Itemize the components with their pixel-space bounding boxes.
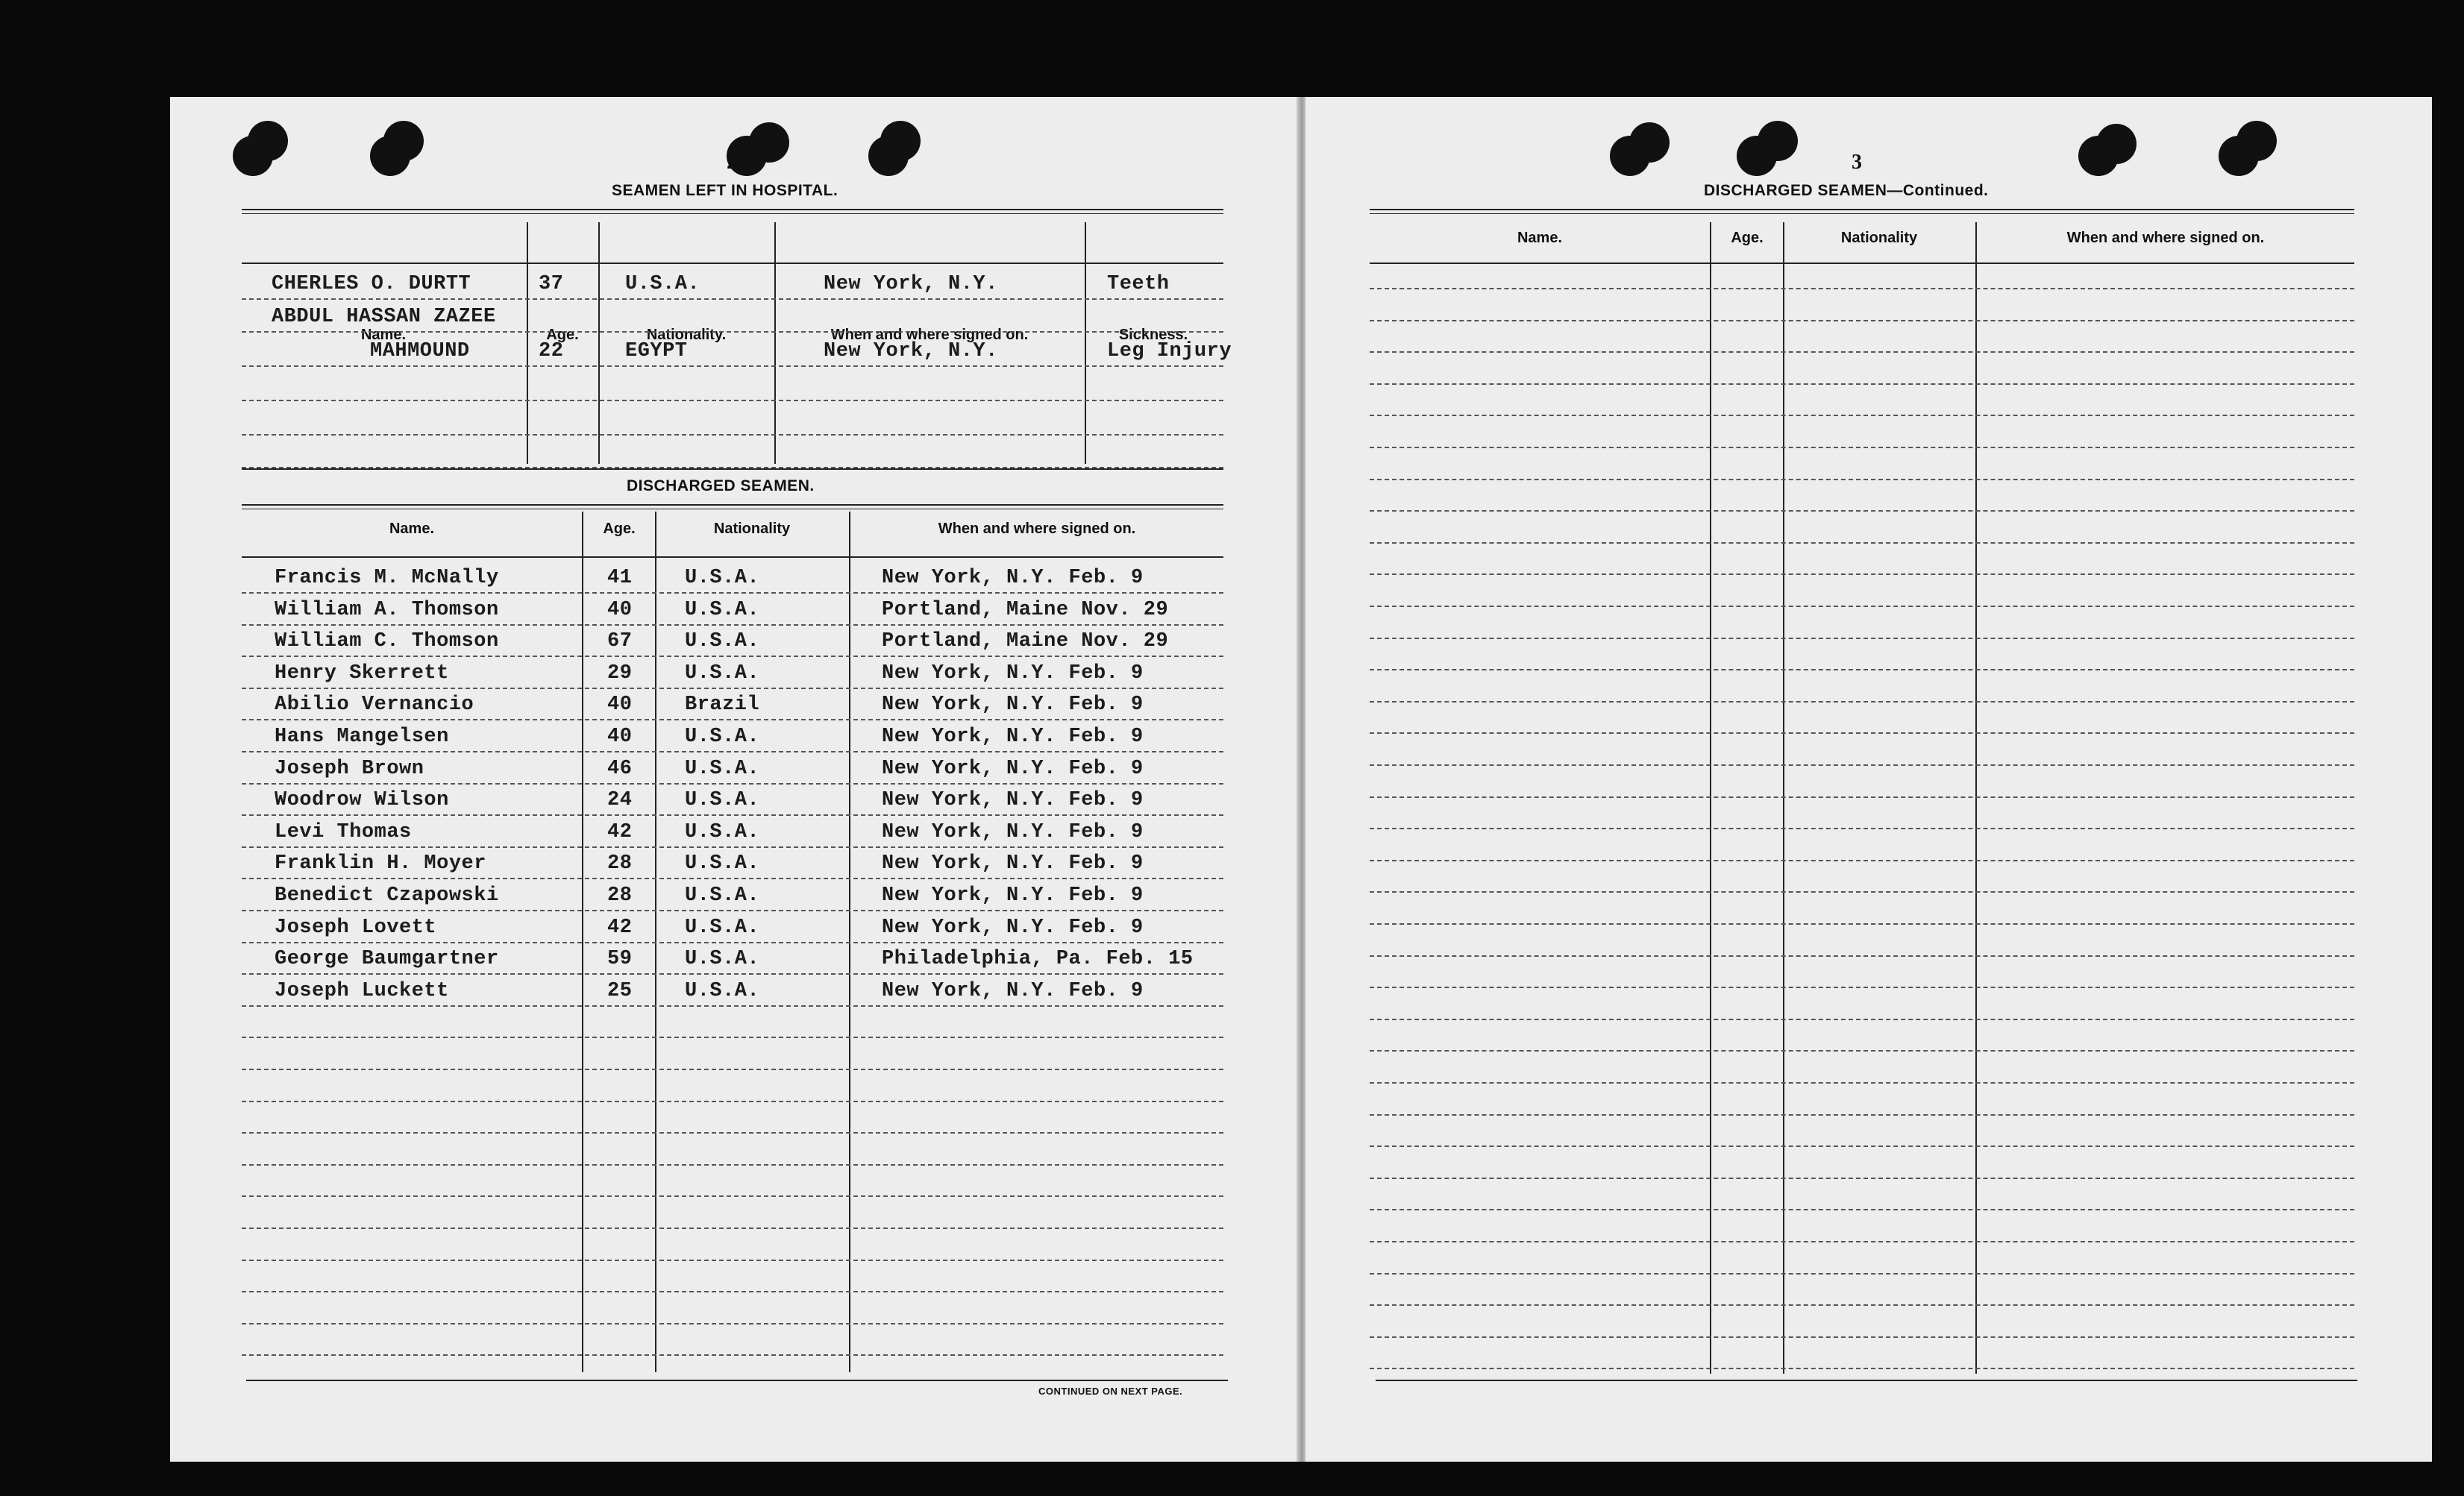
ruled-line — [1370, 828, 2354, 829]
header-nationality: Nationality — [1840, 230, 1918, 246]
seaman-nationality-cell: U.S.A. — [685, 821, 760, 843]
ruled-line — [1370, 1368, 2354, 1369]
header-sickness: Sickness. — [1118, 327, 1188, 343]
seaman-age-cell: 67 — [607, 630, 633, 653]
ruled-line — [1370, 573, 2354, 575]
header-name: Name. — [389, 521, 435, 537]
header-nationality: Nationality. — [646, 327, 727, 343]
ruled-line — [242, 1291, 1223, 1292]
ruled-line — [242, 656, 1223, 657]
column-divider — [1710, 222, 1711, 1374]
column-divider — [527, 222, 528, 464]
ruled-line — [1370, 479, 2354, 480]
seaman-name-cell: George Baumgartner — [275, 948, 499, 970]
column-divider — [598, 222, 600, 464]
seaman-name-cell: Levi Thomas — [275, 821, 412, 843]
ruled-line — [1370, 1019, 2354, 1020]
ruled-line — [242, 1260, 1223, 1261]
rule — [1376, 1380, 2357, 1381]
ruled-line — [1370, 860, 2354, 861]
ruled-line — [242, 878, 1223, 879]
seaman-nationality-cell: U.S.A. — [685, 980, 760, 1002]
hospital-name-cell: ABDUL HASSAN ZAZEE — [272, 306, 496, 328]
hospital-age-cell: 22 — [539, 340, 564, 362]
ruled-line — [1370, 923, 2354, 925]
ruled-line — [242, 1228, 1223, 1229]
ruled-line — [1370, 796, 2354, 798]
seaman-nationality-cell: U.S.A. — [685, 852, 760, 875]
seaman-nationality-cell: U.S.A. — [685, 758, 760, 780]
ruled-line — [1370, 1145, 2354, 1147]
ruled-line — [1370, 1178, 2354, 1179]
discharged-continued-title: DISCHARGED SEAMEN—Continued. — [1704, 182, 1989, 199]
seaman-name-cell: Joseph Brown — [275, 758, 424, 780]
seaman-signed-on-cell: New York, N.Y. Feb. 9 — [882, 884, 1144, 907]
header-name: Name. — [1517, 230, 1563, 246]
seaman-nationality-cell: U.S.A. — [685, 917, 760, 939]
ruled-line — [242, 783, 1223, 785]
seaman-age-cell: 40 — [607, 694, 633, 716]
ruled-line — [242, 331, 1223, 333]
ruled-line — [242, 973, 1223, 975]
seaman-age-cell: 29 — [607, 662, 633, 685]
ruled-line — [1370, 1336, 2354, 1338]
ruled-line — [242, 751, 1223, 752]
seaman-age-cell: 46 — [607, 758, 633, 780]
continued-note: CONTINUED ON NEXT PAGE. — [1038, 1386, 1183, 1397]
ruled-line — [1370, 606, 2354, 607]
seaman-signed-on-cell: New York, N.Y. Feb. 9 — [882, 662, 1144, 685]
seaman-age-cell: 25 — [607, 980, 633, 1002]
ruled-line — [242, 1101, 1223, 1102]
ruled-line — [1370, 1273, 2354, 1275]
ruled-line — [242, 400, 1223, 401]
ruled-line — [242, 814, 1223, 816]
seaman-signed-on-cell: New York, N.Y. Feb. 9 — [882, 726, 1144, 748]
ruled-line — [1370, 764, 2354, 766]
seaman-name-cell: Abilio Vernancio — [275, 694, 474, 716]
seaman-nationality-cell: U.S.A. — [685, 789, 760, 811]
ruled-line — [242, 1037, 1223, 1038]
seaman-nationality-cell: U.S.A. — [685, 599, 760, 621]
ruled-line — [1370, 288, 2354, 289]
ruled-line — [242, 624, 1223, 626]
rule — [1370, 209, 2354, 210]
seaman-name-cell: Benedict Czapowski — [275, 884, 499, 907]
seaman-age-cell: 40 — [607, 599, 633, 621]
ruled-line — [1370, 1241, 2354, 1242]
seaman-age-cell: 28 — [607, 884, 633, 907]
seaman-name-cell: Woodrow Wilson — [275, 789, 449, 811]
seaman-age-cell: 42 — [607, 917, 633, 939]
column-divider — [1975, 222, 1977, 1374]
page-number: 2 — [727, 151, 737, 174]
rule — [1370, 263, 2354, 264]
seaman-age-cell: 41 — [607, 567, 633, 589]
hospital-nationality-cell: U.S.A. — [625, 273, 700, 295]
ruled-line — [1370, 1050, 2354, 1052]
seaman-signed-on-cell: New York, N.Y. Feb. 9 — [882, 758, 1144, 780]
hospital-table — [242, 215, 1223, 562]
seaman-name-cell: William A. Thomson — [275, 599, 499, 621]
seaman-age-cell: 40 — [607, 726, 633, 748]
hospital-signed-on-cell: New York, N.Y. — [824, 340, 998, 362]
seaman-name-cell: Hans Mangelsen — [275, 726, 449, 748]
column-divider — [774, 222, 776, 464]
hospital-section-title: SEAMEN LEFT IN HOSPITAL. — [612, 182, 838, 199]
ruled-line — [1370, 510, 2354, 512]
hospital-name-cell: MAHMOUND — [370, 340, 470, 362]
ruled-line — [1370, 987, 2354, 988]
punch-hole — [2219, 136, 2259, 176]
seaman-signed-on-cell: New York, N.Y. Feb. 9 — [882, 694, 1144, 716]
rule — [242, 263, 1223, 264]
ruled-line — [1370, 638, 2354, 639]
ruled-line — [1370, 1082, 2354, 1084]
ruled-line — [1370, 891, 2354, 893]
punch-hole — [868, 136, 909, 176]
header-age: Age. — [546, 327, 579, 343]
hospital-age-cell: 37 — [539, 273, 564, 295]
header-age: Age. — [603, 521, 636, 537]
column-divider — [1783, 222, 1784, 1374]
ruled-line — [1370, 415, 2354, 416]
punch-hole — [1737, 136, 1777, 176]
rule — [242, 209, 1223, 210]
seaman-name-cell: Henry Skerrett — [275, 662, 449, 685]
header-age: Age. — [1731, 230, 1764, 246]
ruled-line — [1370, 669, 2354, 670]
seaman-name-cell: Francis M. McNally — [275, 567, 499, 589]
ruled-line — [1370, 542, 2354, 544]
right-page — [1305, 97, 2432, 1462]
seaman-age-cell: 59 — [607, 948, 633, 970]
seaman-nationality-cell: U.S.A. — [685, 884, 760, 907]
hospital-nationality-cell: EGYPT — [625, 340, 688, 362]
ruled-line — [242, 1354, 1223, 1356]
seaman-signed-on-cell: New York, N.Y. Feb. 9 — [882, 821, 1144, 843]
header-signed-on: When and where signed on. — [830, 327, 1029, 343]
seaman-nationality-cell: Brazil — [685, 694, 760, 716]
rule — [242, 556, 1223, 558]
ruled-line — [242, 467, 1223, 468]
seaman-name-cell: Joseph Lovett — [275, 917, 437, 939]
ruled-line — [242, 1195, 1223, 1197]
ruled-line — [1370, 732, 2354, 734]
ruled-line — [242, 1323, 1223, 1324]
ruled-line — [1370, 351, 2354, 353]
punch-hole — [370, 136, 410, 176]
rule — [246, 1380, 1228, 1381]
seaman-name-cell: William C. Thomson — [275, 630, 499, 653]
discharged-section-title: DISCHARGED SEAMEN. — [627, 477, 815, 494]
ruled-line — [1370, 1209, 2354, 1210]
seaman-signed-on-cell: New York, N.Y. Feb. 9 — [882, 567, 1144, 589]
seaman-nationality-cell: U.S.A. — [685, 630, 760, 653]
seaman-name-cell: Franklin H. Moyer — [275, 852, 486, 875]
rule — [242, 468, 1223, 470]
punch-hole — [233, 136, 273, 176]
hospital-name-cell: CHERLES O. DURTT — [272, 273, 471, 295]
seaman-nationality-cell: U.S.A. — [685, 662, 760, 685]
seaman-age-cell: 24 — [607, 789, 633, 811]
seaman-nationality-cell: U.S.A. — [685, 948, 760, 970]
page-number: 3 — [1852, 151, 1862, 174]
seaman-signed-on-cell: New York, N.Y. Feb. 9 — [882, 917, 1144, 939]
rule — [242, 504, 1223, 506]
ruled-line — [242, 365, 1223, 367]
ruled-line — [1370, 701, 2354, 703]
header-signed-on: When and where signed on. — [2066, 230, 2265, 246]
ruled-line — [1370, 1114, 2354, 1116]
seaman-signed-on-cell: New York, N.Y. Feb. 9 — [882, 980, 1144, 1002]
header-name: Name. — [360, 327, 407, 343]
hospital-signed-on-cell: New York, N.Y. — [824, 273, 998, 295]
ruled-line — [242, 298, 1223, 300]
header-nationality: Nationality — [713, 521, 791, 537]
column-divider — [1085, 222, 1086, 464]
hospital-sickness-cell: Teeth — [1107, 273, 1170, 295]
seaman-age-cell: 28 — [607, 852, 633, 875]
ruled-line — [242, 1132, 1223, 1134]
seaman-nationality-cell: U.S.A. — [685, 726, 760, 748]
punch-hole — [2078, 136, 2119, 176]
ruled-line — [242, 910, 1223, 911]
seaman-signed-on-cell: Portland, Maine Nov. 29 — [882, 630, 1169, 653]
ruled-line — [242, 1069, 1223, 1070]
ruled-line — [242, 434, 1223, 436]
seaman-signed-on-cell: Portland, Maine Nov. 29 — [882, 599, 1169, 621]
rule — [1370, 213, 2354, 214]
ruled-line — [242, 592, 1223, 594]
left-page — [170, 97, 1298, 1462]
ruled-line — [242, 719, 1223, 720]
ruled-line — [1370, 320, 2354, 321]
ruled-line — [1370, 447, 2354, 448]
ruled-line — [1370, 955, 2354, 957]
header-signed-on: When and where signed on. — [938, 521, 1136, 537]
ruled-line — [242, 942, 1223, 943]
seaman-signed-on-cell: New York, N.Y. Feb. 9 — [882, 852, 1144, 875]
seaman-age-cell: 42 — [607, 821, 633, 843]
seaman-nationality-cell: U.S.A. — [685, 567, 760, 589]
seaman-signed-on-cell: New York, N.Y. Feb. 9 — [882, 789, 1144, 811]
punch-hole — [1610, 136, 1650, 176]
ruled-line — [242, 688, 1223, 689]
ruled-line — [242, 846, 1223, 848]
ruled-line — [242, 1164, 1223, 1166]
hospital-sickness-cell: Leg Injury — [1107, 340, 1232, 362]
ruled-line — [242, 1005, 1223, 1007]
ruled-line — [1370, 1304, 2354, 1306]
rule — [242, 213, 1223, 214]
ruled-line — [1370, 383, 2354, 385]
seaman-signed-on-cell: Philadelphia, Pa. Feb. 15 — [882, 948, 1194, 970]
seaman-name-cell: Joseph Luckett — [275, 980, 449, 1002]
